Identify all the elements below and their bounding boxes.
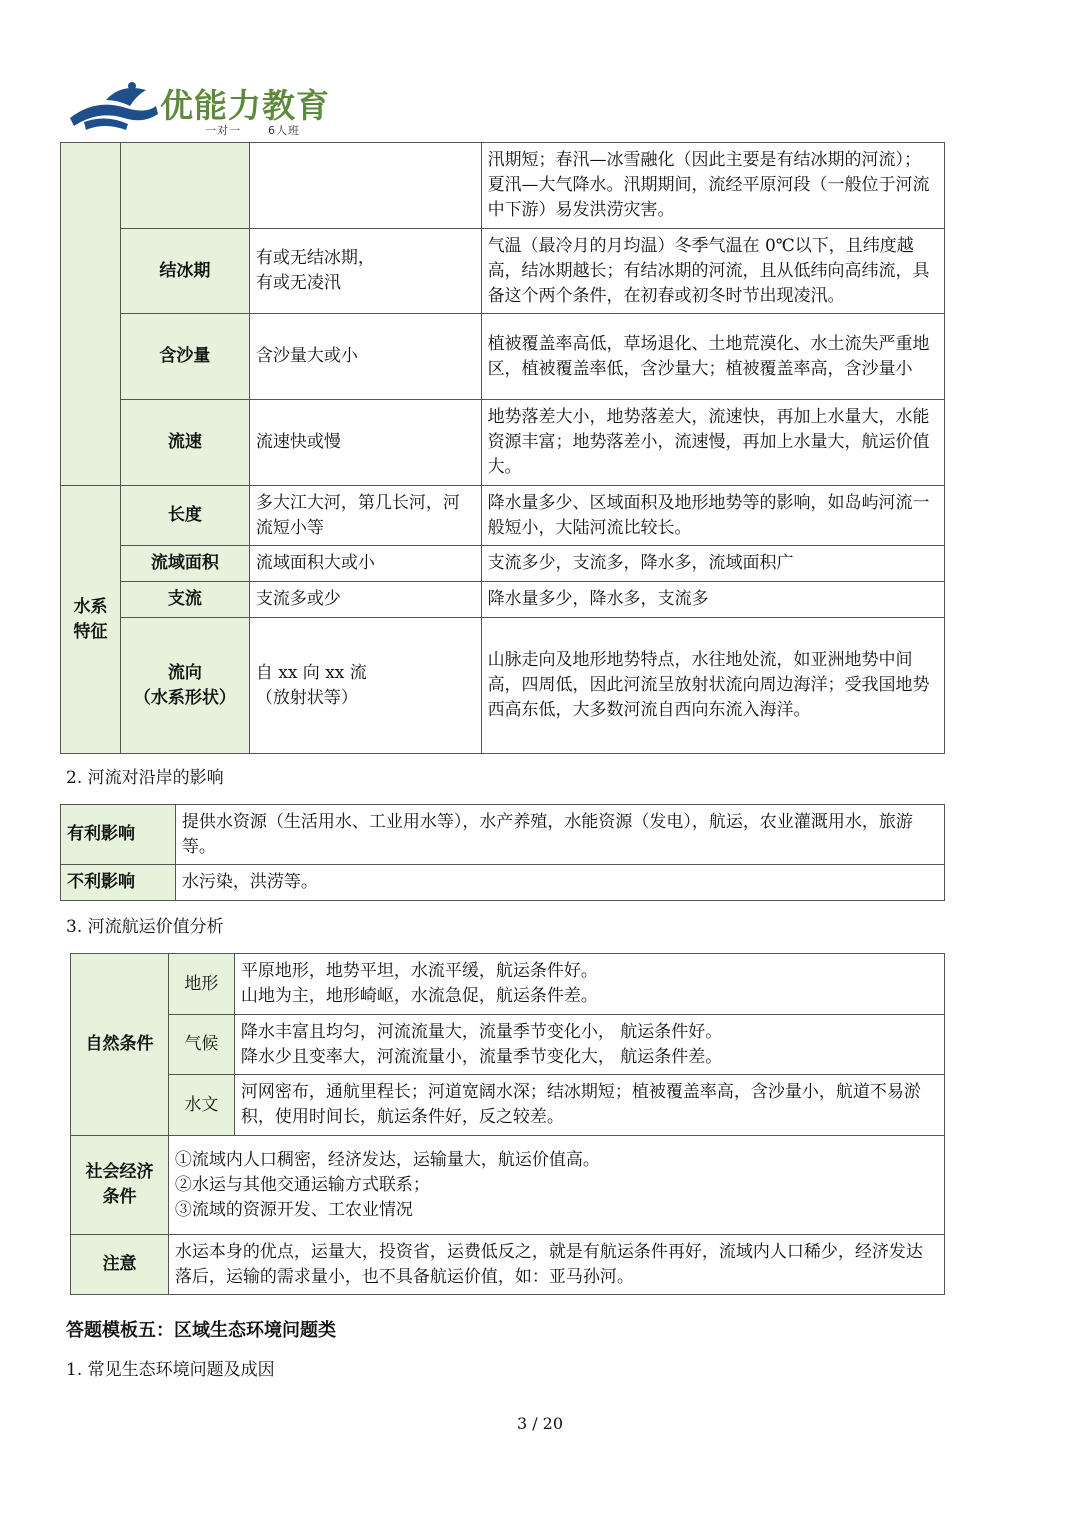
form-cell: 有或无结冰期， 有或无凌汛 (249, 229, 481, 314)
brand-subtitle-right: 6人班 (267, 124, 300, 137)
form-cell: 流域面积大或小 (249, 546, 481, 582)
form-cell: 含沙量大或小 (249, 314, 481, 400)
feature-cell: 长度 (120, 486, 249, 546)
feature-cell: 含沙量 (120, 314, 249, 400)
condition-label: 地形 (168, 954, 234, 1015)
feature-cell (120, 143, 249, 229)
social-conditions-label: 社会经济 条件 (71, 1136, 169, 1235)
river-impact-table (60, 804, 945, 901)
reason-cell: 地势落差大小，地势落差大，流速快，再加上水量大，水能资源丰富；地势落差小，流速慢，再加上水量大，航运价值大。 (481, 400, 944, 486)
template-5-subtitle: 1. 常见生态环境问题及成因 (66, 1360, 275, 1380)
reason-cell: 山脉走向及地形地势特点，水往地处流，如亚洲地势中间高，四周低，因此河流呈放射状流向周边海洋；受我国地势西高东低，大多数河流自西向东流入海洋。 (481, 618, 944, 754)
page-number: 3 / 20 (516, 1414, 564, 1433)
condition-label: 气候 (168, 1015, 234, 1075)
section-3-title: 3. 河流航运价值分析 (66, 917, 224, 937)
impact-text: 水污染，洪涝等。 (175, 865, 944, 901)
form-cell: 多大江大河，第几长河，河流短小等 (249, 486, 481, 546)
reason-cell: 汛期短；春汛—冰雪融化（因此主要是有结冰期的河流）；夏汛—大气降水。汛期期间，流经平原河段（一般位于河流中下游）易发洪涝灾害。 (481, 143, 944, 229)
impact-label: 不利影响 (61, 865, 176, 901)
feature-cell: 支流 (120, 582, 249, 618)
reason-cell: 植被覆盖率高低，草场退化、土地荒漠化、水土流失严重地区，植被覆盖率低，含沙量大；植被覆盖率高，含沙量小 (481, 314, 944, 400)
form-cell: 流速快或慢 (249, 400, 481, 486)
brand-subtitle (205, 122, 300, 138)
impact-label: 有利影响 (61, 805, 176, 865)
impact-text: 提供水资源（生活用水、工业用水等），水产养殖，水能资源（发电），航运，农业灌溉用水，旅游等。 (175, 805, 944, 865)
condition-label: 水文 (168, 1075, 234, 1136)
note-label: 注意 (71, 1235, 169, 1295)
social-conditions-text: ①流域内人口稠密，经济发达，运输量大，航运价值高。 ②水运与其他交通运输方式联系； ③流域的资源开发、工农业情况 (168, 1136, 944, 1235)
section-label: 水系 特征 (61, 486, 121, 754)
template-5-heading: 答题模板五：区域生态环境问题类 (66, 1320, 336, 1341)
condition-text: 河网密布，通航里程长；河道宽阔水深；结冰期短；植被覆盖率高，含沙量小，航道不易淤积，使用时间长，航运条件好，反之较差。 (234, 1075, 944, 1136)
natural-conditions-label: 自然条件 (71, 954, 169, 1136)
form-cell: 自 xx 向 xx 流 （放射状等） (249, 618, 481, 754)
reason-cell: 降水量多少，降水多，支流多 (481, 582, 944, 618)
section-2-title: 2. 河流对沿岸的影响 (66, 768, 224, 788)
feature-cell: 流速 (120, 400, 249, 486)
feature-cell: 流域面积 (120, 546, 249, 582)
brand-subtitle-left: 一对一 (205, 124, 241, 137)
condition-text: 降水丰富且均匀，河流流量大，流量季节变化小， 航运条件好。 降水少且变率大，河流流量小，流量季节变化大， 航运条件差。 (234, 1015, 944, 1075)
reason-cell: 气温（最冷月的月均温）冬季气温在 0℃以下，且纬度越高，结冰期越长；有结冰期的河流，且从低纬向高纬流，具备这个两个条件，在初春或初冬时节出现凌汛。 (481, 229, 944, 314)
form-cell: 支流多或少 (249, 582, 481, 618)
feature-cell: 流向 （水系形状） (120, 618, 249, 754)
river-features-table (60, 142, 945, 754)
reason-cell: 支流多少，支流多，降水多，流域面积广 (481, 546, 944, 582)
form-cell (249, 143, 481, 229)
condition-text: 平原地形，地势平坦，水流平缓，航运条件好。 山地为主，地形崎岖，水流急促，航运条件差。 (234, 954, 944, 1015)
reason-cell: 降水量多少、区域面积及地形地势等的影响，如岛屿河流一般短小，大陆河流比较长。 (481, 486, 944, 546)
section-label-blank (61, 143, 121, 486)
brand-name: 优能力教育 (160, 86, 330, 125)
navigation-value-table (70, 953, 945, 1295)
note-text: 水运本身的优点，运量大，投资省，运费低反之，就是有航运条件再好，流域内人口稀少，经济发达落后，运输的需求量小，也不具备航运价值，如：亚马孙河。 (168, 1235, 944, 1295)
feature-cell: 结冰期 (120, 229, 249, 314)
